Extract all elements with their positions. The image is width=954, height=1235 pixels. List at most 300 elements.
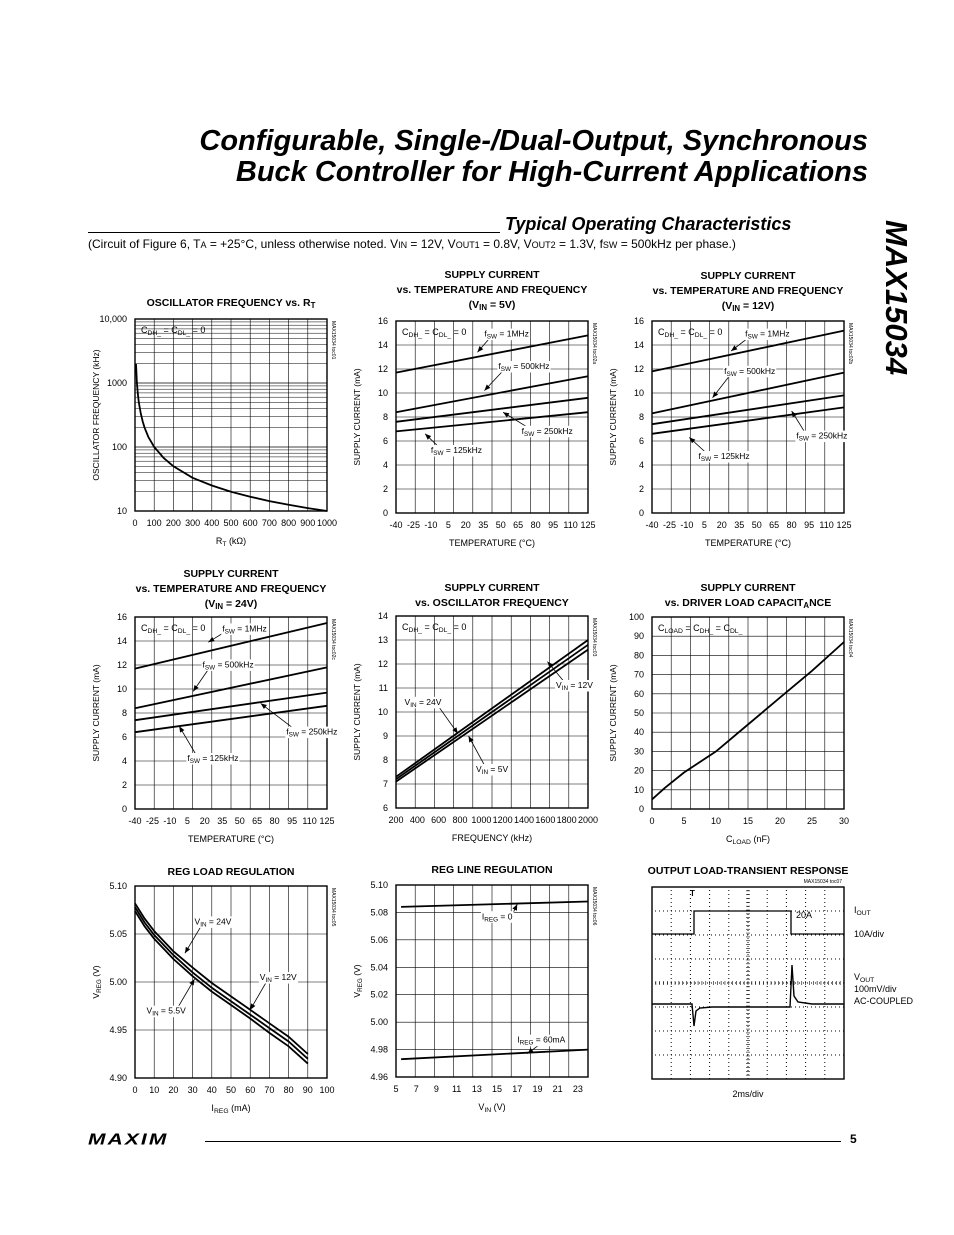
scope-grid-dot <box>748 1014 749 1015</box>
x-tick-label: 1400 <box>513 815 535 825</box>
scope-grid-dot <box>715 935 716 936</box>
scope-grid-dot <box>824 914 825 915</box>
y-tick-label: 7 <box>382 779 388 789</box>
chart-title-load-1: vs. DRIVER LOAD CAPACITANCE <box>664 597 832 610</box>
scope-grid-dot <box>748 1074 749 1075</box>
scope-grid-dot <box>805 954 806 955</box>
scope-grid-dot <box>687 959 688 960</box>
scope-grid-dot <box>767 906 768 907</box>
page-number: 5 <box>850 1132 857 1146</box>
scope-grid-dot <box>811 1055 812 1056</box>
x-tick-label: 900 <box>300 518 316 528</box>
scope-grid-dot <box>675 1007 676 1008</box>
scope-grid-dot <box>824 906 825 907</box>
x-tick-label: -25 <box>406 520 420 530</box>
maxim-logo-text: MAXIM <box>88 1131 169 1149</box>
scope-timebase: 2ms/div <box>732 1089 764 1099</box>
scope-grid-dot <box>683 1055 684 1056</box>
scope-grid-dot <box>671 918 672 919</box>
scope-grid-dot <box>786 998 787 999</box>
scope-grid-dot <box>824 922 825 923</box>
scope-grid-dot <box>743 1031 744 1032</box>
scope-grid-dot <box>667 1007 668 1008</box>
scope-grid-dot <box>767 959 768 960</box>
annotation-label: VIN = 5V <box>476 764 509 776</box>
scope-grid-dot <box>663 911 664 912</box>
scope-grid-dot <box>709 922 710 923</box>
maxim-logo <box>88 1131 198 1151</box>
scope-grid-dot <box>755 935 756 936</box>
scope-grid-dot <box>748 1046 749 1047</box>
scope-grid-dot <box>831 911 832 912</box>
scope-grid-dot <box>786 1050 787 1051</box>
scope-grid-dot <box>690 962 691 963</box>
scope-grid-dot <box>803 1031 804 1032</box>
scope-grid-dot <box>728 950 729 951</box>
scope-grid-dot <box>671 1070 672 1071</box>
footer-rule <box>205 1141 841 1142</box>
scope-grid-dot <box>728 1062 729 1063</box>
scope-grid-dot <box>671 902 672 903</box>
y-tick-label: 4.96 <box>370 1072 388 1082</box>
scope-grid-dot <box>819 1007 820 1008</box>
x-tick-label: 100 <box>319 1085 335 1095</box>
scope-grid-dot <box>767 1026 768 1027</box>
scope-grid-dot <box>824 966 825 967</box>
chart-title-regload-0: REG LOAD REGULATION <box>167 866 295 878</box>
scope-grid-dot <box>767 1022 768 1023</box>
scope-grid-dot <box>687 983 688 984</box>
y-tick-label: 5.04 <box>370 962 388 973</box>
scope-grid-dot <box>827 1031 828 1032</box>
scope-grid-dot <box>805 902 806 903</box>
x-tick-label: 9 <box>433 1084 439 1094</box>
scope-grid-dot <box>731 983 732 984</box>
scope-grid-dot <box>805 1062 806 1063</box>
scope-grid-dot <box>779 1055 780 1056</box>
side-part-number-text: MAX15034 <box>879 220 914 376</box>
scope-grid-dot <box>795 1007 796 1008</box>
y-tick-label: 10 <box>116 506 127 516</box>
scope-grid-dot <box>695 983 696 984</box>
scope-grid-dot <box>795 983 796 984</box>
scope-grid-dot <box>671 950 672 951</box>
scope-grid-dot <box>728 954 729 955</box>
scope-grid-dot <box>728 906 729 907</box>
scope-grid-dot <box>731 935 732 936</box>
scope-grid-dot <box>709 930 710 931</box>
chart-title-regline-0: REG LINE REGULATION <box>431 864 553 876</box>
scope-grid-dot <box>787 983 788 984</box>
scope-grid-dot <box>675 911 676 912</box>
scope-grid-dot <box>703 959 704 960</box>
scope-grid-dot <box>709 966 710 967</box>
scope-grid-dot <box>839 1055 840 1056</box>
scope-grid-dot <box>786 1066 787 1067</box>
doc-title-line2: Buck Controller for High-Current Applications <box>235 156 868 188</box>
scope-grid-dot <box>824 902 825 903</box>
scope-grid-dot <box>719 983 720 984</box>
scope-grid-dot <box>671 938 672 939</box>
scope-grid-dot <box>799 1055 800 1056</box>
scope-grid-dot <box>743 959 744 960</box>
scope-grid-dot <box>690 946 691 947</box>
scope-grid-dot <box>728 942 729 943</box>
x-tick-label: 80 <box>269 816 280 826</box>
toc-code-regline: MAX15034 toc06 <box>591 887 597 926</box>
scope-grid-dot <box>690 1078 691 1079</box>
scope-grid-dot <box>786 954 787 955</box>
y-tick-label: 5.05 <box>109 929 127 939</box>
annotation-arrowhead <box>250 1003 255 1009</box>
scope-grid-dot <box>824 954 825 955</box>
scope-grid-dot <box>687 1055 688 1056</box>
scope-grid-dot <box>709 1074 710 1075</box>
scope-grid-dot <box>787 1055 788 1056</box>
scope-grid-dot <box>767 1062 768 1063</box>
y-tick-label: 4.90 <box>109 1073 127 1083</box>
scope-grid-dot <box>786 906 787 907</box>
scope-grid-dot <box>743 935 744 936</box>
scope-grid-dot <box>807 1007 808 1008</box>
scope-grid-dot <box>805 958 806 959</box>
y-tick-label: 5.00 <box>370 1017 388 1028</box>
scope-grid-dot <box>743 1055 744 1056</box>
y-axis-label-regload: VREG (V) <box>91 965 103 999</box>
scope-grid-dot <box>671 898 672 899</box>
scope-grid-dot <box>748 926 749 927</box>
scope-grid-dot <box>709 1078 710 1079</box>
scope-grid-dot <box>783 1031 784 1032</box>
x-tick-label: 15 <box>742 816 754 826</box>
scope-grid-dot <box>824 1046 825 1047</box>
y-tick-label: 100 <box>111 442 127 452</box>
scope-grid-dot <box>728 1070 729 1071</box>
scope-grid-dot <box>699 959 700 960</box>
scope-grid-dot <box>690 1030 691 1031</box>
scope-grid-dot <box>815 1031 816 1032</box>
scope-grid-dot <box>767 1046 768 1047</box>
y-tick-label: 8 <box>121 708 127 718</box>
scope-grid-dot <box>786 974 787 975</box>
scope-grid-dot <box>671 914 672 915</box>
scope-grid-dot <box>707 959 708 960</box>
scope-grid-dot <box>799 959 800 960</box>
y-tick-label: 60 <box>633 688 644 699</box>
scope-grid-dot <box>824 1042 825 1043</box>
y-tick-label: 30 <box>633 746 644 757</box>
scope-grid-dot <box>728 902 729 903</box>
chart-freq <box>352 582 598 843</box>
scope-grid-dot <box>709 946 710 947</box>
x-tick-label: 700 <box>261 518 277 528</box>
scope-grid-dot <box>824 1006 825 1007</box>
annotation-label: fSW = 500kHz <box>724 365 776 378</box>
scope-grid-dot <box>695 935 696 936</box>
scope-grid-dot <box>659 1007 660 1008</box>
scope-grid-dot <box>831 1007 832 1008</box>
scope-grid-dot <box>723 1031 724 1032</box>
scope-grid-dot <box>691 983 692 984</box>
scope-grid-dot <box>728 1010 729 1011</box>
scope-grid-dot <box>690 1046 691 1047</box>
scope-grid-dot <box>767 978 768 979</box>
scope-grid-dot <box>843 1055 844 1056</box>
toc-code-t24: MAX15034 toc02c <box>330 619 336 660</box>
scope-grid-dot <box>671 1038 672 1039</box>
scope-grid-dot <box>709 950 710 951</box>
scope-grid-dot <box>786 930 787 931</box>
scope-grid-dot <box>728 930 729 931</box>
y-tick-label: 14 <box>377 611 388 621</box>
scope-grid-dot <box>839 959 840 960</box>
scope-grid-dot <box>748 1026 749 1027</box>
scope-grid-dot <box>786 1042 787 1043</box>
scope-grid-dot <box>805 962 806 963</box>
scope-grid-dot <box>659 1031 660 1032</box>
scope-grid-dot <box>709 994 710 995</box>
chart-t12 <box>608 270 853 548</box>
chart-title-osc-0: OSCILLATOR FREQUENCY vs. RT <box>146 297 316 310</box>
scope-grid-dot <box>709 1034 710 1035</box>
scope-grid-dot <box>747 1031 748 1032</box>
y-tick-label: 80 <box>633 650 644 661</box>
scope-grid-dot <box>719 1031 720 1032</box>
scope-grid-dot <box>786 1058 787 1059</box>
scope-grid-dot <box>690 914 691 915</box>
scope-grid-dot <box>824 978 825 979</box>
scope-grid-dot <box>805 986 806 987</box>
y-tick-label: 12 <box>377 364 388 374</box>
scope-grid-dot <box>739 959 740 960</box>
chart-t24 <box>91 568 338 844</box>
scope-grid-dot <box>679 1031 680 1032</box>
x-tick-label: 35 <box>217 816 228 826</box>
scope-grid-dot <box>728 1054 729 1055</box>
scope-grid-dot <box>728 998 729 999</box>
scope-grid-dot <box>824 1030 825 1031</box>
x-tick-label: 1000 <box>471 815 492 825</box>
series-line-regline-1 <box>401 1050 588 1060</box>
scope-grid-dot <box>805 1058 806 1059</box>
scope-grid-dot <box>755 959 756 960</box>
scope-grid-dot <box>699 1031 700 1032</box>
y-tick-label: 5.08 <box>370 907 388 918</box>
scope-grid-dot <box>690 902 691 903</box>
scope-grid-dot <box>748 922 749 923</box>
y-tick-label: 10 <box>633 388 644 398</box>
scope-grid-dot <box>835 983 836 984</box>
scope-grid-dot <box>786 1034 787 1035</box>
scope-grid-dot <box>728 1046 729 1047</box>
scope-grid-dot <box>655 911 656 912</box>
annotation-arrowhead <box>713 392 719 398</box>
scope-grid-dot <box>805 1074 806 1075</box>
x-tick-label: 125 <box>580 520 596 530</box>
scope-grid-dot <box>805 994 806 995</box>
scope-grid-dot <box>709 978 710 979</box>
scope-grid-dot <box>824 1074 825 1075</box>
scope-grid-dot <box>824 1066 825 1067</box>
y-tick-label: 9 <box>382 731 388 741</box>
scope-grid-dot <box>767 890 768 891</box>
scope-grid-dot <box>767 1055 768 1056</box>
x-tick-label: 25 <box>806 816 818 826</box>
scope-grid-dot <box>815 911 816 912</box>
x-tick-label: -25 <box>145 816 159 826</box>
scope-grid-dot <box>805 974 806 975</box>
x-tick-label: 1200 <box>492 815 513 825</box>
scope-grid-dot <box>771 1055 772 1056</box>
scope-grid-dot <box>690 898 691 899</box>
scope-grid-dot <box>703 1055 704 1056</box>
y-tick-label: 6 <box>638 436 644 446</box>
scope-grid-dot <box>786 1010 787 1011</box>
y-tick-label: 6 <box>382 803 388 813</box>
scope-grid-dot <box>787 935 788 936</box>
scope-grid-dot <box>728 1042 729 1043</box>
scope-grid-dot <box>783 959 784 960</box>
scope-grid-dot <box>709 954 710 955</box>
scope-grid-dot <box>667 1031 668 1032</box>
y-tick-label: 14 <box>633 340 644 350</box>
scope-grid-dot <box>709 914 710 915</box>
scope-grid-dot <box>786 1054 787 1055</box>
scope-grid-dot <box>671 1042 672 1043</box>
scope-grid-dot <box>819 1055 820 1056</box>
chart-title-load-0: SUPPLY CURRENT <box>700 582 796 594</box>
scope-grid-dot <box>795 1055 796 1056</box>
scope-grid-dot <box>811 1031 812 1032</box>
scope-grid-dot <box>748 954 749 955</box>
scope-grid-dot <box>687 1031 688 1032</box>
scope-grid-dot <box>819 1031 820 1032</box>
y-tick-label: 4.98 <box>370 1044 388 1055</box>
y-tick-label: 11 <box>378 683 388 693</box>
scope-grid-dot <box>679 959 680 960</box>
scope-grid-dot <box>775 1055 776 1056</box>
y-tick-label: 14 <box>377 340 388 350</box>
scope-grid-dot <box>779 959 780 960</box>
chart-title-t5-0: SUPPLY CURRENT <box>444 269 540 281</box>
scope-grid-dot <box>690 966 691 967</box>
scope-grid-dot <box>711 959 712 960</box>
scope-grid-dot <box>719 935 720 936</box>
chart-regline <box>352 864 597 1114</box>
scope-grid-dot <box>695 959 696 960</box>
scope-grid-dot <box>819 983 820 984</box>
legend-t24: CDH_ = CDL_ = 0 <box>141 623 206 635</box>
scope-grid-dot <box>690 950 691 951</box>
scope-grid-dot <box>715 1031 716 1032</box>
scope-grid-dot <box>709 926 710 927</box>
x-axis-label-t5: TEMPERATURE (°C) <box>449 538 535 548</box>
chart-title-t24-1: vs. TEMPERATURE AND FREQUENCY <box>135 583 327 595</box>
scope-grid-dot <box>671 978 672 979</box>
scope-grid-dot <box>709 1022 710 1023</box>
x-tick-label: 125 <box>319 816 335 826</box>
scope-grid-dot <box>805 1014 806 1015</box>
chart-osc <box>91 297 337 548</box>
x-tick-label: 7 <box>413 1084 419 1094</box>
scope-grid-dot <box>807 1055 808 1056</box>
scope-grid-dot <box>671 1002 672 1003</box>
scope-grid-dot <box>709 962 710 963</box>
scope-grid-dot <box>679 1055 680 1056</box>
x-tick-label: 5 <box>184 816 190 826</box>
scope-grid-dot <box>824 1014 825 1015</box>
scope-grid-dot <box>799 1007 800 1008</box>
scope-grid-dot <box>824 926 825 927</box>
scope-grid-dot <box>827 1007 828 1008</box>
y-tick-label: 4.95 <box>109 1025 127 1035</box>
scope-grid-dot <box>690 1054 691 1055</box>
scope-grid-dot <box>683 1007 684 1008</box>
annotation-label: fSW = 125kHz <box>430 445 483 457</box>
scope-grid-dot <box>671 966 672 967</box>
scope-grid-dot <box>835 1031 836 1032</box>
scope-grid-dot <box>824 1062 825 1063</box>
scope-grid-dot <box>663 1007 664 1008</box>
scope-grid-dot <box>728 1026 729 1027</box>
scope-grid-dot <box>671 959 672 960</box>
scope-grid-dot <box>805 922 806 923</box>
y-tick-label: 2 <box>121 780 127 790</box>
scope-grid-dot <box>763 1031 764 1032</box>
scope-grid-dot <box>719 1055 720 1056</box>
scope-grid-dot <box>667 911 668 912</box>
scope-grid-dot <box>671 1066 672 1067</box>
scope-grid-dot <box>671 1034 672 1035</box>
scope-grid-dot <box>824 890 825 891</box>
chart-t5 <box>352 269 597 548</box>
x-tick-label: 110 <box>563 520 578 530</box>
scope-grid-dot <box>709 986 710 987</box>
scope-grid-dot <box>779 935 780 936</box>
scope-grid-dot <box>690 1066 691 1067</box>
scope-grid-dot <box>671 974 672 975</box>
scope-grid-dot <box>791 1031 792 1032</box>
y-tick-label: 90 <box>633 631 644 642</box>
scope-grid-dot <box>690 930 691 931</box>
annotation-arrowhead <box>179 726 184 732</box>
scope-grid-dot <box>824 1078 825 1079</box>
scope-grid-dot <box>728 994 729 995</box>
scope-grid-dot <box>786 978 787 979</box>
scope-grid-dot <box>691 1055 692 1056</box>
scope-grid-dot <box>767 994 768 995</box>
scope-grid-dot <box>805 1070 806 1071</box>
scope-grid-dot <box>728 1018 729 1019</box>
scope-grid-dot <box>735 935 736 936</box>
y-tick-label: 4 <box>638 460 644 470</box>
x-tick-label: 70 <box>264 1085 275 1095</box>
scope-grid-dot <box>748 1078 749 1079</box>
scope-grid-dot <box>803 983 804 984</box>
scope-grid-dot <box>709 902 710 903</box>
x-tick-label: 10 <box>149 1085 160 1095</box>
x-tick-label: 0 <box>132 1085 138 1095</box>
scope-grid-dot <box>671 962 672 963</box>
scope-grid-dot <box>824 938 825 939</box>
scope-grid-dot <box>671 1014 672 1015</box>
scope-grid-dot <box>807 959 808 960</box>
scope-grid-dot <box>767 902 768 903</box>
y-tick-label: 10 <box>116 684 127 694</box>
x-tick-label: 600 <box>242 518 258 528</box>
scope-grid-dot <box>690 994 691 995</box>
scope-grid-dot <box>759 1031 760 1032</box>
